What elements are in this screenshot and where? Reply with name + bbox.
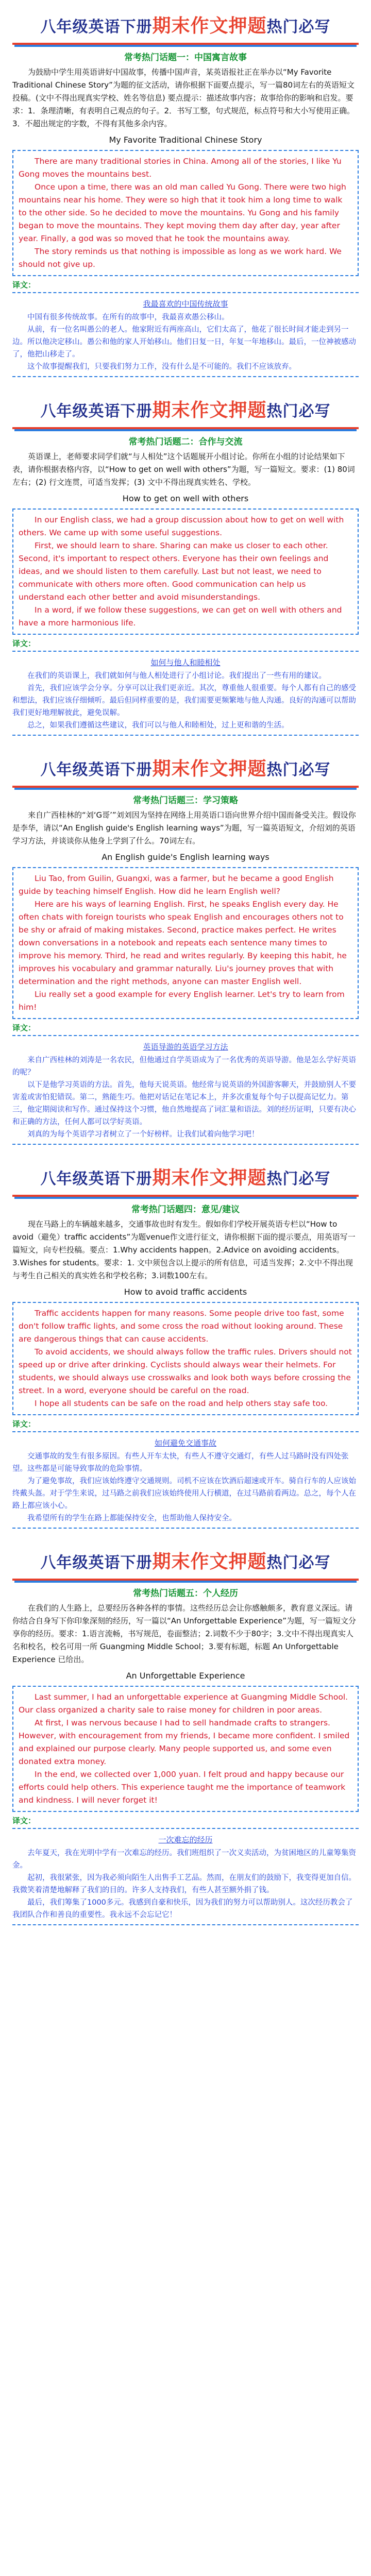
essay-paragraph: Liu really set a good example for every English learner. Let's try to learn from him!: [19, 990, 345, 1012]
translation-label: 译文：: [12, 639, 36, 648]
section-banner: [12, 1547, 359, 1581]
requirement-text: 来自广西桂林的“刘‘G哥’”刘刘因为坚持在网络上用英语口语向世界介绍中国而备受关注。假设你是李华，请以“An English guide's English learning ways”为题，写一篇英语短文，介绍刘的英语学习方法，并谈谈你从他身上学到了什么。70词左右。: [12, 810, 356, 845]
translation-title: 英语导游的英语学习方法: [143, 1042, 228, 1052]
topic-heading: 常考热门话题二：合作与交流: [128, 437, 243, 447]
essay-title: An Unforgettable Experience: [126, 1671, 245, 1681]
translation-paragraph: 起初，我很紧张，因为我必须向陌生人出售手工艺品。然而，在朋友们的鼓励下，我变得更加自信。我微笑着清楚地解释了我们的目的。许多人支持我们，有些人甚至额外捐了钱。: [12, 1874, 356, 1894]
banner-part1: 八年级英语下册: [40, 18, 153, 36]
translation-paragraph: 在我们的英语课上，我们就如何与他人相处进行了小组讨论。我们提出了一些有用的建议。: [27, 672, 326, 680]
essay-paragraph: In a word, if we follow these suggestions, we can get on well with others and have a more harmonious life.: [19, 605, 342, 628]
essay-body: [12, 509, 359, 635]
banner-part2: 期末作文押题: [152, 15, 267, 37]
translation-title: 一次难忘的经历: [158, 1835, 213, 1844]
essay-paragraph: Last summer, I had an unforgettable experience at Guangming Middle School. Our class organized a charity sale to raise money for children in poor areas.: [19, 1692, 348, 1715]
banner-part3: 热门必写: [266, 18, 331, 36]
section-banner: [12, 1163, 359, 1197]
requirement-text: 为鼓励中学生用英语讲好中国故事，传播中国声音，某英语报社正在举办以“My Favorite Traditional Chinese Story”为题的征文活动，请你根据下面要点提示，写一篇80词左右的英语短文投稿。(文中不得出现真实学校、姓名等信息) 要点提示：描述故事内容；故事给你的影响和启发。要求：1．条理清晰，有表明自己观点的句子。2．书写工整，句式规范，标点符号和大小写使用正确。3．不超出规定的字数，不得有其他多余内容。: [12, 67, 355, 128]
translation-paragraph: 交通事故的发生有很多原因。有些人开车太快，有些人不遵守交通灯，有些人过马路时没有四处张望。这些都是可能导致事故的危险事情。: [12, 1452, 349, 1473]
essay-paragraph: Once upon a time, there was an old man called Yu Gong. There were two high mountains near his home. They were so high that it took him a long time to walk to the other side. So he decided to move the mountains. Yu Gong and his family began to move the mountains. They kept moving them day after day, year after year. Finally, a god was so moved that he took the mountains away.: [19, 182, 346, 243]
translation-body: [12, 651, 359, 736]
banner-part1: 八年级英语下册: [40, 1554, 153, 1572]
essay-section-3: [0, 743, 371, 1152]
topic-heading: 常考热门话题四：意见/建议: [131, 1205, 240, 1215]
translation-label: 译文：: [12, 1419, 36, 1429]
essay-paragraph: Liu Tao, from Guilin, Guangxi, was a farmer, but he became a good English guide by teaching himself English. How did he learn English well?: [19, 874, 334, 896]
banner-part3: 热门必写: [266, 1554, 331, 1572]
translation-title: 我最喜欢的中国传统故事: [143, 299, 228, 309]
translation-label: 译文：: [12, 1816, 36, 1825]
translation-paragraph: 以下是他学习英语的方法。首先，他每天说英语。他经常与说英语的外国游客聊天，并鼓励别人不要害羞或害怕犯错误。第二，熟能生巧。他把对话记在笔记本上，并多次重复每个句子以提高记忆力。第三，他定期阅读和写作。通过保持这个习惯，他自然地提高了词汇量和语法。刘的经历证明，只要有决心和正确的方法，任何人都可以学好英语。: [12, 1081, 356, 1126]
essay-paragraph: In our English class, we had a group discussion about how to get on well with others. We came up with some useful suggestions.: [19, 515, 344, 537]
essay-section-5: [0, 1536, 371, 1933]
essay-title: An English guide's English learning ways: [102, 852, 269, 862]
translation-paragraph: 我希望所有的学生在路上都能保持安全，也帮助他人保持安全。: [27, 1514, 237, 1522]
banner-part1: 八年级英语下册: [40, 761, 153, 779]
translation-paragraph: 最后，我们筹集了1000多元。我感到自豪和快乐，因为我们的努力可以帮助别人。这次经历教会了我团队合作和善良的重要性。我永远不会忘记它！: [12, 1899, 353, 1919]
essay-paragraph: At first, I was nervous because I had to sell handmade crafts to strangers. However, with encouragement from my friends, I became more confident. I smiled and explained our purpose clearly. Many people supported us, and some even donated extra money.: [19, 1718, 350, 1766]
translation-paragraph: 为了避免事故，我们应该始终遵守交通规则。司机不应该在饮酒后超速或开车。骑自行车的人应该始终戴头盔。对于学生来说，过马路之前我们应该始终使用人行横道，在过马路前看两边。总之，每个人在路上都应该小心。: [12, 1477, 356, 1510]
requirement-text: 在我们的人生路上，总要经历各种各样的事情。这些经历总会让你感触颇多，教育意义深远。请你结合自身写下你印象深刻的经历，写一篇以“An Unforgettable Experience”为题，写一篇短文分享你的经历。要求：1.语言流畅，书写规范，卷面整洁；2.词数不少于80字；3.文中不得出现真实人名和校名，校名可用一所 Guangming Middle School；3.要有标题，标题 An Unforgettable Experience 已给出。: [12, 1603, 356, 1664]
banner-part2: 期末作文押题: [152, 1551, 267, 1572]
essay-paragraph: To avoid accidents, we should always follow the traffic rules. Drivers should not speed up or drive after drinking. Cyclists should always wear their helmets. For students, we should always use crosswalks and look both ways before crossing the street. In a word, everyone should be careful on the road.: [19, 1347, 352, 1395]
essay-title: How to get on well with others: [122, 494, 249, 503]
banner-part2: 期末作文押题: [152, 400, 267, 421]
translation-title: 如何避免交通事故: [154, 1438, 216, 1448]
essay-paragraph: First, we should learn to share. Sharing can make us closer to each other. Second, it's important to respect others. Everyone has their own feelings and ideas, and we should listen to them carefully. Last but not least, we need to communicate with others more often. Good communication can help us understand each other better and avoid misunderstandings.: [19, 541, 329, 602]
topic-heading: 常考热门话题五：个人经历: [133, 1588, 238, 1599]
essay-paragraph: I hope all students can be safe on the road and help others stay safe too.: [35, 1399, 328, 1408]
translation-body: [12, 292, 359, 377]
translation-paragraph: 去年夏天，我在光明中学有一次难忘的经历。我们班组织了一次义卖活动，为贫困地区的儿童筹集资金。: [12, 1849, 356, 1870]
banner-part1: 八年级英语下册: [40, 1170, 153, 1188]
essay-paragraph: In the end, we collected over 1,000 yuan. I felt proud and happy because our efforts could help others. This experience taught me the importance of teamwork and kindness. I will never forget it!: [19, 1770, 346, 1805]
essay-section-1: [0, 0, 371, 384]
translation-label: 译文：: [12, 1023, 36, 1032]
translation-paragraph: 中国有很多传统故事。在所有的故事中，我最喜欢愚公移山。: [27, 313, 229, 321]
translation-body: [12, 1828, 359, 1925]
section-banner: [12, 754, 359, 788]
essay-body: [12, 1302, 359, 1415]
topic-heading: 常考热门话题三：学习策略: [133, 795, 238, 806]
essay-title: My Favorite Traditional Chinese Story: [109, 135, 262, 145]
essay-section-4: [0, 1152, 371, 1536]
banner-part3: 热门必写: [266, 1170, 331, 1188]
requirement-text: 现在马路上的车辆越来越多，交通事故也时有发生。假如你们学校开展英语专栏以“How to avoid（避免）traffic accidents”为题venue作文进行征文，请你根据下面的提示要点，用英语写一篇短文，向专栏投稿。要点：1.Why accidents happen。2.Advice on avoiding accidents。3.Wishes for students。要求：1. 文中须包含以上提示的所有信息，可适当发挥；2.文中不得出现与考生自己相关的真实姓名和学校名称；3.词数100左右。: [12, 1219, 356, 1280]
translation-paragraph: 从前，有一位名叫愚公的老人。他家附近有两座高山，它们太高了，他花了很长时间才能走到另一边。所以他决定移山。愚公和他的家人开始移山。他们日复一日，年复一年地移山。最后，一位神被感动了，他把山移走了。: [12, 326, 356, 359]
requirement-text: 英语课上，老师要求同学们就“与人相处”这个话题展开小组讨论。你所在小组的讨论结果如下表，请你根据表格内容，以“How to get on well with others”为题，写一篇短文。要求：(1) 80词左右；(2) 行文连贯，可适当发挥；(3) 文中不得出现真实姓名、学校。: [12, 452, 355, 487]
banner-part3: 热门必写: [266, 402, 331, 420]
translation-paragraph: 这个故事提醒我们，只要我们努力工作，没有什么是不可能的。我们不应该放弃。: [27, 363, 296, 371]
essay-body: [12, 867, 359, 1019]
banner-part2: 期末作文押题: [152, 758, 267, 779]
translation-title: 如何与他人和睦相处: [150, 658, 221, 667]
translation-paragraph: 来自广西桂林的刘涛是一名农民，但他通过自学英语成为了一名优秀的英语导游。他是怎么学好英语的呢？: [12, 1056, 356, 1077]
essay-body: [12, 1686, 359, 1812]
banner-part1: 八年级英语下册: [40, 402, 153, 420]
translation-body: [12, 1431, 359, 1529]
essay-body: [12, 150, 359, 276]
essay-section-2: [0, 384, 371, 743]
topic-heading: 常考热门话题一：中国寓言故事: [124, 53, 247, 63]
banner-part2: 期末作文押题: [152, 1167, 267, 1189]
essay-paragraph: There are many traditional stories in China. Among all of the stories, I like Yu Gong moves the mountains best.: [19, 157, 342, 179]
banner-part3: 热门必写: [266, 761, 331, 779]
section-banner: [12, 396, 359, 429]
translation-paragraph: 总之，如果我们遵循这些建议，我们可以与他人和睦相处，过上更和谐的生活。: [27, 721, 289, 730]
essay-title: How to avoid traffic accidents: [124, 1287, 247, 1297]
essay-paragraph: Traffic accidents happen for many reasons. Some people drive too fast, some don't follow traffic lights, and some cross the road without looking around. These are dangerous things that can cause accidents.: [19, 1309, 344, 1344]
translation-paragraph: 刘真的为每个英语学习者树立了一个好榜样。让我们试着向他学习吧！: [27, 1130, 259, 1139]
essay-paragraph: The story reminds us that nothing is impossible as long as we work hard. We should not give up.: [19, 247, 342, 269]
translation-body: [12, 1035, 359, 1145]
essay-paragraph: Here are his ways of learning English. First, he speaks English every day. He often chats with foreign tourists who speak English and encourages others not to be shy or afraid of making mistakes. Second, practice makes perfect. He writes down conversations in a notebook and repeats each sentence many times to improve his memory. Third, he read and writes regularly. By keeping this habit, he improves his vocabulary and grammar naturally. Liu's journey proves that with determination and the right methods, anyone can master English well.: [19, 900, 347, 986]
translation-label: 译文：: [12, 280, 36, 290]
translation-paragraph: 首先，我们应该学会分享。分享可以让我们更亲近。其次，尊重他人很重要。每个人都有自己的感受和想法，我们应该仔细倾听。最后但同样重要的是，我们需要更频繁地与他人沟通。良好的沟通可以帮助我们更好地理解彼此，避免误解。: [12, 684, 356, 717]
section-banner: [12, 11, 359, 45]
